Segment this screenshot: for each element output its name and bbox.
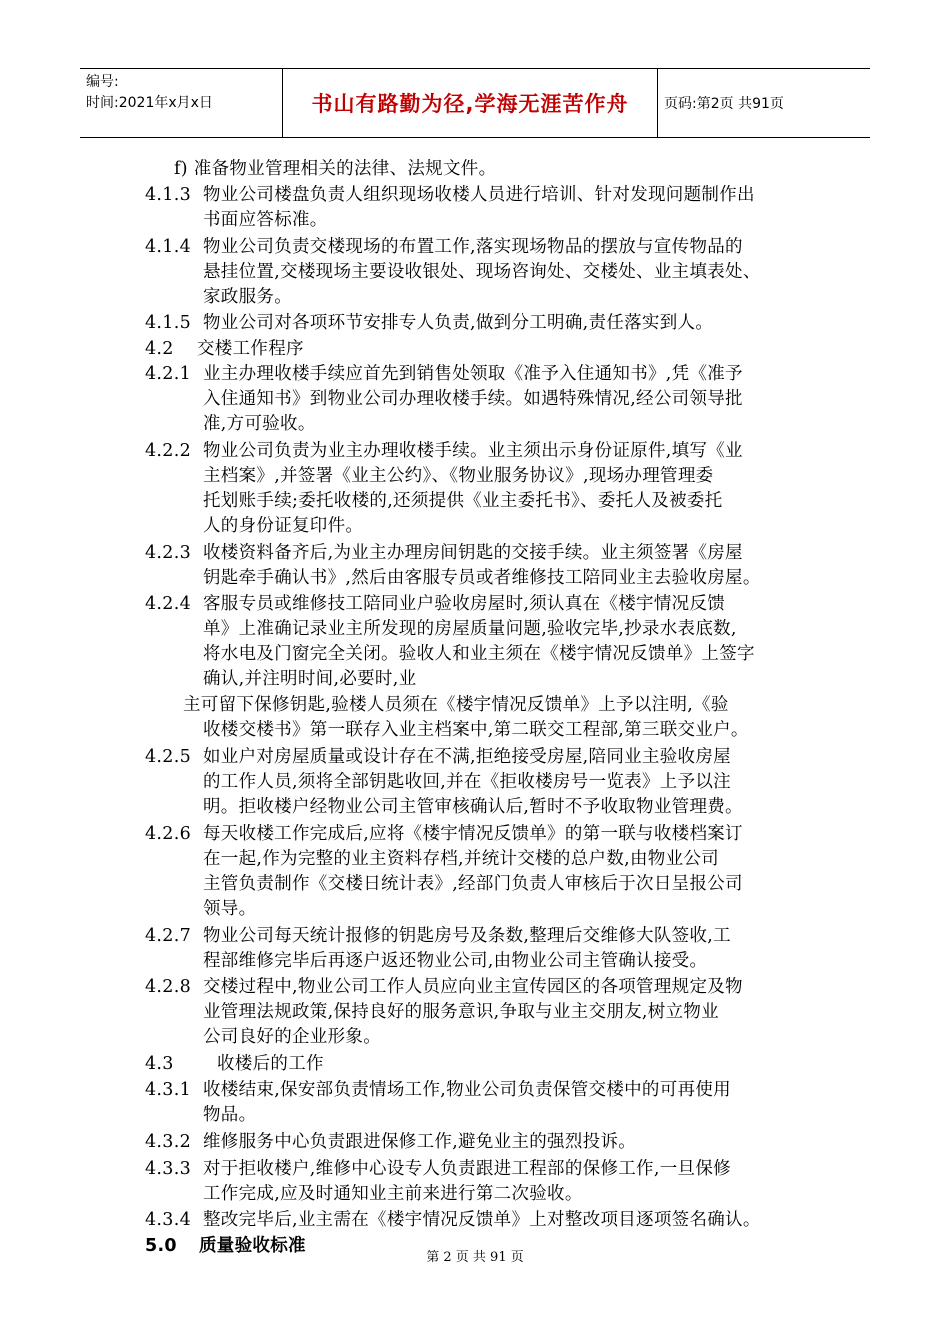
section-4-3: [145, 1052, 324, 1077]
clause-number: 4.2.3: [145, 543, 192, 563]
clause-4-3-4: [145, 1208, 761, 1233]
clause-number: 4.3.3: [145, 1159, 192, 1179]
section-4-2: [145, 337, 304, 362]
page-header: [80, 68, 870, 138]
text-line: 悬挂位置,交楼现场主要设收银处、现场咨询处、交楼处、业主填表处、: [203, 262, 761, 282]
clause-number: 4.1.3: [145, 185, 192, 205]
clause-4-3-3: [145, 1157, 731, 1182]
text-line: 主管负责制作《交楼日统计表》,经部门负责人审核后于次日呈报公司: [203, 874, 743, 894]
text-line: 确认,并注明时间,必要时,业: [203, 669, 417, 689]
text-line: 物业公司负责为业主办理收楼手续。业主须出示身份证原件,填写《业: [203, 441, 743, 461]
text-line: 如业户对房屋质量或设计存在不满,拒绝接受房屋,陪同业主验收房屋: [203, 747, 731, 767]
clause-4-3-1: [145, 1078, 731, 1103]
clause-4-2-3: [145, 541, 743, 566]
text-line: 物业公司每天统计报修的钥匙房号及条数,整理后交维修大队签收,工: [203, 926, 731, 946]
text-line: 单》上准确记录业主所发现的房屋质量问题,验收完毕,抄录水表底数,: [203, 619, 737, 639]
clause-number: 4.1.4: [145, 237, 192, 257]
text-line: 入住通知书》到物业公司办理收楼手续。如遇特殊情况,经公司领导批: [203, 389, 743, 409]
text-line: 物业公司负责交楼现场的布置工作,落实现场物品的摆放与宣传物品的: [203, 237, 743, 257]
clause-number: 4.3.2: [145, 1132, 192, 1152]
clause-number: 4.2.7: [145, 926, 192, 946]
clause-number: 4.2.6: [145, 824, 192, 844]
text-line: 托划账手续;委托收楼的,还须提供《业主委托书》、委托人及被委托: [203, 491, 723, 511]
clause-4-2-6: [145, 822, 743, 847]
text-line: 领导。: [203, 899, 257, 919]
clause-4-2-8: [145, 975, 743, 1000]
text-line: 书面应答标准。: [203, 210, 328, 230]
text-line: 将水电及门窗完全关闭。验收人和业主须在《楼宇情况反馈单》上签字: [203, 644, 755, 664]
header-date: 时间:2021年x月x日: [86, 95, 213, 111]
clause-number: 4.3.4: [145, 1210, 192, 1230]
clause-number: 4.2.1: [145, 364, 192, 384]
text-line: 物业公司对各项环节安排专人负责,做到分工明确,责任落实到人。: [203, 313, 714, 333]
text-line: 的工作人员,须将全部钥匙收回,并在《拒收楼房号一览表》上予以注: [203, 772, 731, 792]
text-line: 整改完毕后,业主需在《楼宇情况反馈单》上对整改项目逐项签名确认。: [203, 1210, 761, 1230]
clause-4-2-7: [145, 924, 731, 949]
clause-number: 4.2.8: [145, 977, 192, 997]
section-title: 交楼工作程序: [197, 339, 304, 359]
header-page-info: 页码:第2页 共91页: [664, 96, 784, 112]
text-line: 在一起,作为完整的业主资料存档,并统计交楼的总户数,由物业公司: [203, 849, 719, 869]
text-line: 物品。: [203, 1105, 257, 1125]
clause-number: 4.2.2: [145, 441, 192, 461]
text-line: 公司良好的企业形象。: [203, 1027, 381, 1047]
text-line: 人的身份证复印件。: [203, 516, 364, 536]
text-line: 准,方可验收。: [203, 414, 316, 434]
clause-4-2-1: [145, 362, 743, 387]
clause-number: 4.3.1: [145, 1080, 192, 1100]
text-line: 钥匙牵手确认书》,然后由客服专员或者维修技工陪同业主去验收房屋。: [203, 568, 761, 588]
text-line: 每天收楼工作完成后,应将《楼宇情况反馈单》的第一联与收楼档案订: [203, 824, 743, 844]
text-line: 明。拒收楼户经物业公司主管审核确认后,暂时不予收取物业管理费。: [203, 797, 743, 817]
header-meta: [80, 69, 283, 137]
clause-4-2-4: [145, 592, 725, 617]
text-line: 工作完成,应及时通知业主前来进行第二次验收。: [203, 1184, 583, 1204]
text-line: 对于拒收楼户,维修中心设专人负责跟进工程部的保修工作,一旦保修: [203, 1159, 731, 1179]
section-title: 收楼后的工作: [217, 1054, 324, 1074]
text-line: 客服专员或维修技工陪同业户验收房屋时,须认真在《楼宇情况反馈: [203, 594, 726, 614]
clause-number: 4.2: [145, 339, 174, 359]
text-line: 业主办理收楼手续应首先到销售处领取《准予入住通知书》,凭《准予: [203, 364, 743, 384]
text-line: 业管理法规政策,保持良好的服务意识,争取与业主交朋友,树立物业: [203, 1002, 719, 1022]
section-title: 质量验收标准: [199, 1236, 306, 1256]
clause-4-3-2: [145, 1130, 636, 1155]
clause-number: 4.1.5: [145, 313, 192, 333]
clause-number: 4.2.4: [145, 594, 192, 614]
text-line: f) 准备物业管理相关的法律、法规文件。: [174, 159, 497, 179]
header-motto: 书山有路勤为径,学海无涯苦作舟: [283, 69, 658, 137]
clause-4-1-5: [145, 311, 713, 336]
clause-number: 5.0: [145, 1236, 177, 1256]
text-line: 收楼资料备齐后,为业主办理房间钥匙的交接手续。业主须签署《房屋: [203, 543, 743, 563]
clause-4-2-5: [145, 745, 731, 770]
clause-number: 4.3: [145, 1054, 174, 1074]
clause-4-2-2: [145, 439, 743, 464]
header-number-label: 编号:: [86, 74, 119, 90]
text-line: 主档案》,并签署《业主公约》、《物业服务协议》,现场办理管理委: [203, 466, 714, 486]
text-line: 程部维修完毕后再逐户返还物业公司,由物业公司主管确认接受。: [203, 951, 708, 971]
clause-4-1-4: [145, 235, 743, 260]
clause-4-1-3: [145, 183, 755, 208]
text-line: 交楼过程中,物业公司工作人员应向业主宣传园区的各项管理规定及物: [203, 977, 743, 997]
clause-number: 4.2.5: [145, 747, 192, 767]
text-line: 维修服务中心负责跟进保修工作,避免业主的强烈投诉。: [203, 1132, 637, 1152]
text-line: 家政服务。: [203, 287, 292, 307]
page-footer: 第 2 页 共 91 页: [426, 1250, 524, 1265]
text-line: 主可留下保修钥匙,验楼人员须在《楼宇情况反馈单》上予以注明,《验: [183, 695, 729, 715]
text-line: 收楼结束,保安部负责情场工作,物业公司负责保管交楼中的可再使用: [203, 1080, 731, 1100]
text-line: 物业公司楼盘负责人组织现场收楼人员进行培训、针对发现问题制作出: [203, 185, 755, 205]
text-line: 收楼交楼书》第一联存入业主档案中,第二联交工程部,第三联交业户。: [203, 720, 749, 740]
